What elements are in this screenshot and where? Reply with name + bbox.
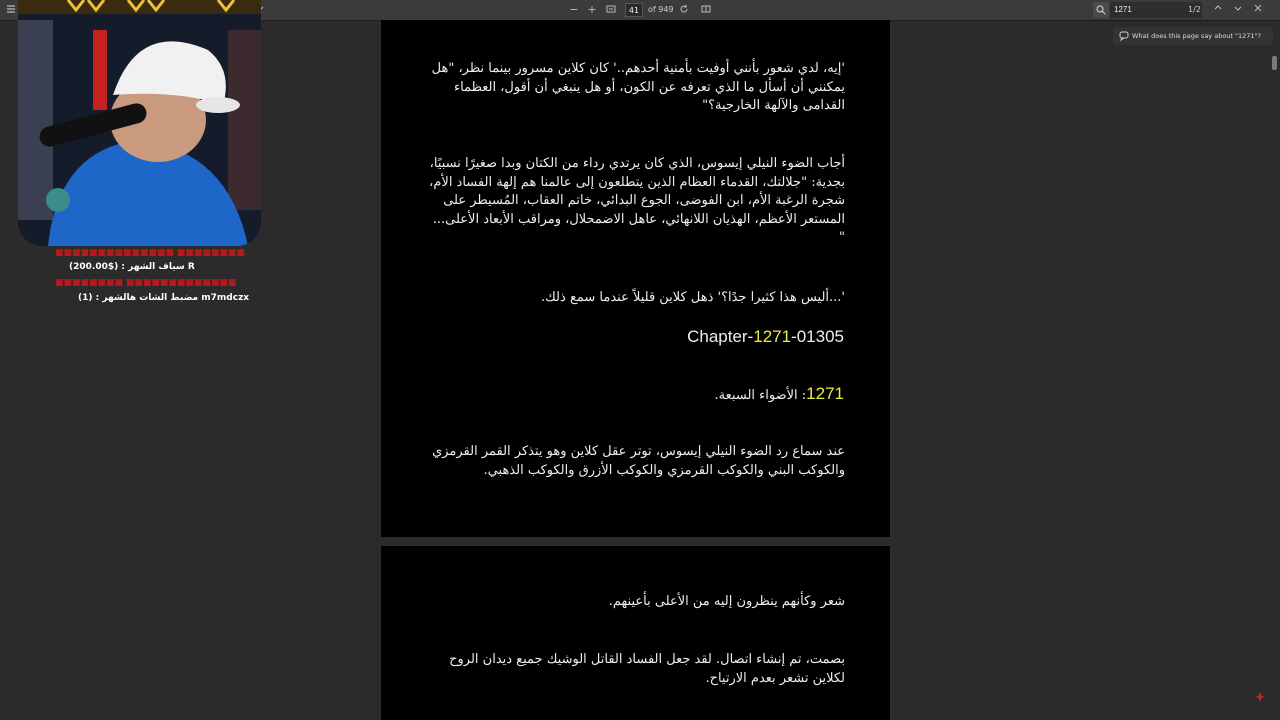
streamer-image [18,0,261,246]
acrobat-icon [1254,691,1266,703]
paragraph: عند سماع رد الضوء النيلي إيسوس، توتر عقل كلاين وهو يتذكر القمر القرمزي والكوكب البني والكوكب القرمزي والكوكب الأزرق والكوكب الذهبي. [432,444,845,478]
paragraph: أجاب الضوء النيلي إيسوس، الذي كان يرتدي رداء من الكتان وبدا صغيرًا نسبيًا، بجدية: "جلالتك، القدماء العظام الذين يتطلعون إلى عالمنا هم إلهة الفساد الأم، شجرة الرغبة الأم، ابن الفوضى، الجوع البدائي، خاتم العقاب، المُسيطر على المستعر الأعظم، الهذيان اللانهائي، عاهل الاضمحلال، ومراقب الأبعاد الأعلى... " [429,156,845,245]
paragraph: شعر وكأنهم ينظرون إليه من الأعلى بأعينهم. [608,594,845,609]
search-icon [1093,2,1109,18]
fit-page-icon[interactable] [604,3,618,17]
paragraph: 'إيه، لدي شعور بأنني أوفيت بأمنية أحدهم..' كان كلاين مسرور بينما نظر، "هل يمكنني أن أسأل ما الذي تعرفه عن الكون، أو هل ينبغي أن أقول، العظماء القدامى والآلهة الخارجية؟" [431,61,845,113]
page-total-label: of 949 [648,5,674,14]
page-view-icon[interactable] [699,3,713,17]
chapter-title [687,327,844,347]
chapter-suffix: -01305 [791,327,844,346]
pdf-page [381,20,890,537]
close-icon[interactable] [1251,3,1265,17]
paragraph: '...أليس هذا كثيرا جدًا؟' ذهل كلاين قليلاً عندما سمع ذلك. [540,290,845,305]
webcam-overlay [18,0,261,246]
search-result-count: 1/2 [1188,5,1201,14]
ai-suggestion-text: What does this page say about "1271"? [1132,32,1262,40]
chevron-down-icon[interactable] [1231,3,1245,17]
menu-icon[interactable] [4,3,18,17]
search-button[interactable] [1093,2,1109,18]
zoom-in-button[interactable]: + [587,3,597,16]
chevron-up-icon[interactable] [1211,3,1225,17]
zoom-out-button[interactable]: − [569,3,579,16]
ai-suggestion-chip[interactable] [1113,27,1273,45]
pdf-page [381,546,890,720]
paragraph: بصمت، تم إنشاء اتصال. لقد جعل الفساد القاتل الوشيك جميع ديدان الروح لكلاين تشعر بعدم الارتياح. [449,652,845,686]
chapter-heading [715,384,844,404]
page-number-input[interactable]: 41 [625,3,643,17]
scrollbar-thumb[interactable] [1272,56,1277,70]
heading-text: : الأضواء السبعة. [714,388,807,403]
overlay-chat-moderator: مضبط الشات هالشهر : (1) m7mdczx [78,293,250,303]
rotate-icon[interactable] [677,3,691,17]
overlay-scroll-text: ■■■■■■■■■■■■■■ ■■■■■■■■ [55,248,245,258]
overlay-donor-month: سياف الشهر : ($200.00) R [69,262,195,272]
search-highlight: 1271 [753,327,792,346]
search-highlight: 1271 [806,384,844,403]
chat-icon [1119,31,1129,41]
chapter-prefix: Chapter- [687,327,754,346]
overlay-scroll-text: ■■■■■■■■ ■■■■■■■■■■■■■ [55,278,237,288]
